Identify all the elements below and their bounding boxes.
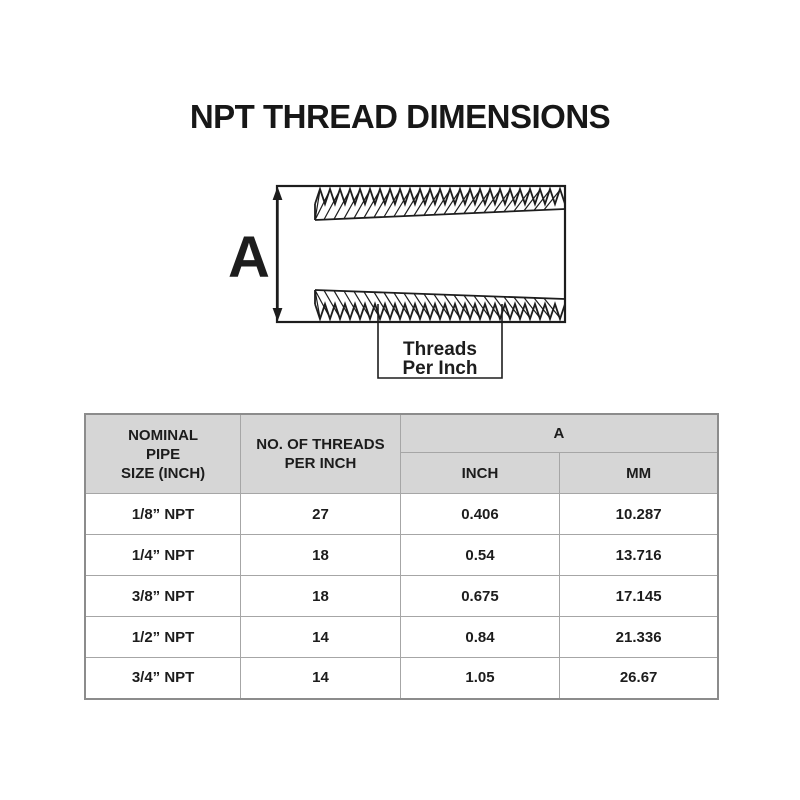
cell-a-inch: 0.54 bbox=[400, 535, 560, 576]
cell-tpi: 18 bbox=[241, 535, 401, 576]
fitting-outline bbox=[277, 186, 565, 322]
table-row bbox=[85, 494, 718, 535]
header-threads-per-inch bbox=[241, 414, 401, 494]
cell-tpi: 27 bbox=[241, 494, 401, 535]
table-container bbox=[84, 413, 719, 700]
cell-a-mm: 10.287 bbox=[560, 494, 718, 535]
cell-a-mm: 13.716 bbox=[560, 535, 718, 576]
cell-tpi: 14 bbox=[241, 658, 401, 699]
cell-a-mm: 21.336 bbox=[560, 617, 718, 658]
cell-pipe-size: 3/4” NPT bbox=[85, 658, 241, 699]
cell-a-inch: 0.675 bbox=[400, 576, 560, 617]
header-a-group: A bbox=[400, 414, 718, 453]
dimension-label: A bbox=[228, 225, 270, 290]
cell-pipe-size: 1/4” NPT bbox=[85, 535, 241, 576]
tpi-callout-label-line1: Threads bbox=[403, 339, 477, 360]
header-a-inch: INCH bbox=[400, 453, 560, 494]
header-line: NOMINAL bbox=[128, 426, 199, 444]
cell-pipe-size: 1/2” NPT bbox=[85, 617, 241, 658]
table-row bbox=[85, 576, 718, 617]
npt-dimensions-table bbox=[84, 413, 719, 700]
cell-pipe-size: 3/8” NPT bbox=[85, 576, 241, 617]
header-line: SIZE (INCH) bbox=[121, 464, 206, 482]
cell-a-inch: 0.84 bbox=[400, 617, 560, 658]
table-row bbox=[85, 535, 718, 576]
cell-pipe-size: 1/8” NPT bbox=[85, 494, 241, 535]
header-line: PER INCH bbox=[284, 455, 357, 472]
table-row bbox=[85, 658, 718, 699]
tpi-callout-label-line2: Per Inch bbox=[402, 358, 478, 379]
cell-a-inch: 1.05 bbox=[400, 658, 560, 699]
header-line: NO. OF THREADS bbox=[256, 436, 385, 453]
npt-fitting-diagram bbox=[180, 150, 620, 410]
cell-tpi: 18 bbox=[241, 576, 401, 617]
header-a-mm: MM bbox=[560, 453, 718, 494]
table-row bbox=[85, 617, 718, 658]
page-title: NPT THREAD DIMENSIONS bbox=[189, 98, 611, 135]
header-nominal-pipe-size bbox=[85, 414, 241, 494]
header-line: PIPE bbox=[146, 445, 181, 463]
header-row-top bbox=[85, 414, 718, 453]
cell-a-mm: 17.145 bbox=[560, 576, 718, 617]
cell-tpi: 14 bbox=[241, 617, 401, 658]
cell-a-mm: 26.67 bbox=[560, 658, 718, 699]
cell-a-inch: 0.406 bbox=[400, 494, 560, 535]
